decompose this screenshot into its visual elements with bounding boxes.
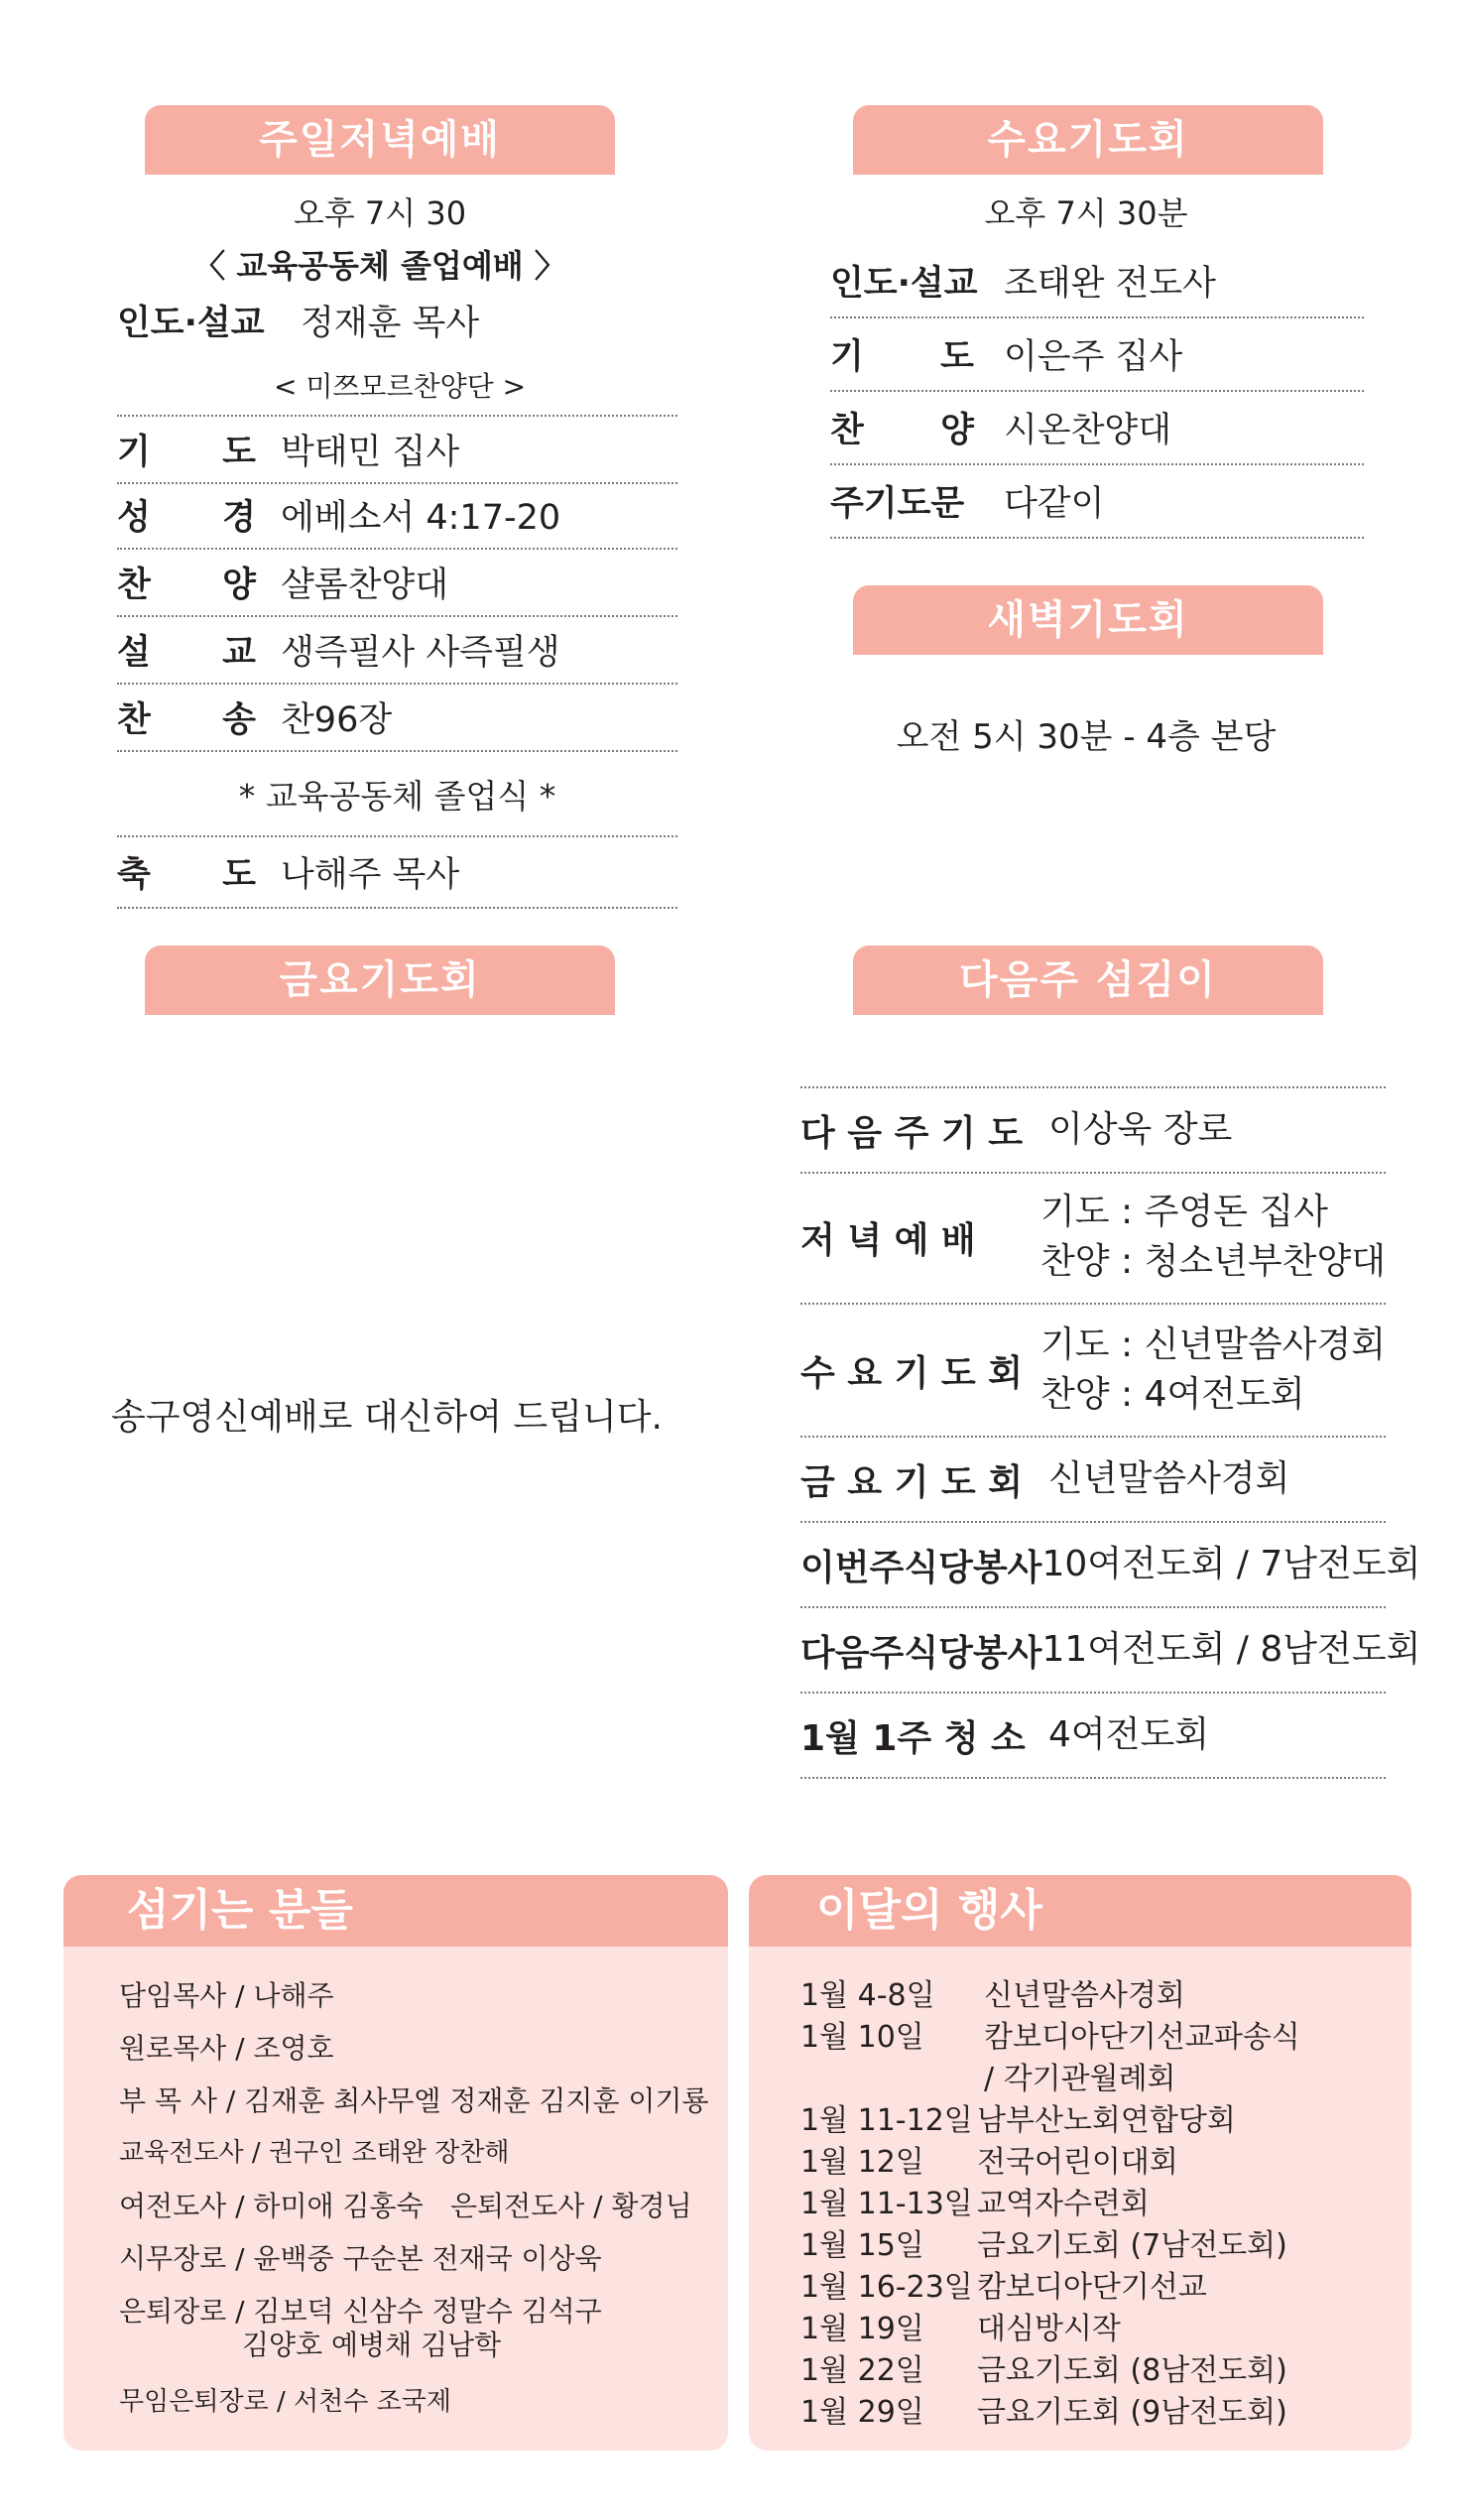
events-panel [749, 1875, 1411, 2451]
row-label: 설 교 [117, 633, 256, 673]
event-row [800, 2137, 1178, 2181]
row-label: 찬 양 [117, 566, 256, 605]
row-label: 주기도문 [830, 484, 965, 524]
wednesday-time: 오후 7시 30분 [984, 194, 1188, 232]
row-value: 나해주 목사 [281, 855, 460, 895]
servant-row: 여전도사 / 하미애 김홍숙 [119, 2190, 424, 2222]
wednesday-row [830, 318, 1364, 392]
row-label: 찬 양 [830, 411, 974, 450]
servant-row: 은퇴전도사 / 황경님 [450, 2190, 692, 2222]
event-date: 1월 11-12일 [800, 2103, 973, 2138]
servant-row: 김양호 예병채 김남학 [242, 2329, 502, 2361]
sunday-evening-subtitle: 〈 교육공동체 졸업예배 〉 [193, 247, 566, 285]
row-label: 기 도 [117, 433, 256, 472]
choir-note: < 미쯔모르찬양단 > [273, 370, 527, 403]
event-name: 금요기도회 (7남전도회) [977, 2228, 1287, 2263]
sunday-leader-row [117, 288, 672, 353]
event-name: 교역자수련회 [977, 2187, 1150, 2221]
event-name: 금요기도회 (8남전도회) [977, 2353, 1287, 2388]
wednesday-row [830, 465, 1364, 539]
row-value: 박태민 집사 [281, 433, 460, 472]
event-date: 1월 29일 [800, 2395, 924, 2430]
sunday-row [117, 415, 677, 484]
row-label: 성 경 [117, 498, 256, 538]
row-value: 이상욱 장로 [1048, 1109, 1233, 1150]
row-label: 이번주식당봉사 [800, 1547, 1042, 1588]
events-title: 이달의 행사 [749, 1875, 1411, 1947]
row-value [1040, 1321, 1386, 1420]
next-week-row [800, 1172, 1386, 1305]
event-name: 대심방시작 [977, 2312, 1121, 2346]
event-date: 1월 22일 [800, 2353, 924, 2388]
row-label: 수 요 기 도 회 [800, 1352, 1024, 1394]
row-value: 에베소서 4:17-20 [281, 498, 561, 538]
sunday-evening-time: 오후 7시 30 [293, 194, 467, 232]
event-name: 전국어린이대회 [977, 2145, 1178, 2180]
row-label: 축 도 [117, 855, 256, 895]
event-name: 신년말씀사경회 [984, 1978, 1185, 2013]
event-row [800, 2262, 1207, 2306]
event-date: 1월 11-13일 [800, 2187, 973, 2221]
event-row [800, 2220, 1287, 2264]
servant-row: 부 목 사 / 김재훈 최사무엘 정재훈 김지훈 이기룡 [119, 2084, 709, 2117]
event-row [800, 1970, 1185, 2014]
servant-row: 무임은퇴장로 / 서천수 조국제 [119, 2387, 451, 2417]
row-value: 이은주 집사 [1004, 337, 1183, 377]
event-name: 캄보디아단기선교 [977, 2270, 1207, 2305]
event-row [800, 2345, 1287, 2389]
next-week-row [800, 1305, 1386, 1438]
wednesday-row [830, 392, 1364, 465]
row-label: 저 녁 예 배 [800, 1219, 976, 1261]
event-date: 1월 4-8일 [800, 1978, 935, 2013]
event-row [800, 2012, 1300, 2056]
event-row [800, 2179, 1150, 2222]
friday-title: 금요기도회 [145, 945, 615, 1015]
event-name: / 각기관월례회 [984, 2062, 1176, 2096]
next-week-row [800, 1523, 1421, 1608]
event-row [800, 2387, 1287, 2431]
row-value: 4여전도회 [1048, 1714, 1210, 1755]
dawn-title: 새벽기도회 [853, 585, 1323, 655]
row-value: 시온찬양대 [1004, 411, 1172, 450]
event-row [800, 2054, 1176, 2097]
event-date: 1월 19일 [800, 2312, 924, 2346]
row-label: 다 음 주 기 도 [800, 1112, 1024, 1154]
servant-row: 담임목사 / 나해주 [119, 1979, 334, 2012]
sunday-row [117, 685, 677, 752]
row-label: 찬 송 [117, 700, 256, 740]
row-label: 인도·설교 [117, 304, 265, 343]
graduation-note-row [117, 752, 677, 837]
next-week-row [800, 1438, 1386, 1523]
row-label: 다음주식당봉사 [800, 1632, 1042, 1674]
event-row [800, 2304, 1121, 2347]
servant-row: 은퇴장로 / 김보덕 신삼수 정말수 김석구 [119, 2295, 602, 2328]
event-date: 1월 15일 [800, 2228, 924, 2263]
row-value: 생즉필사 사즉필생 [281, 633, 560, 673]
event-date: 1월 10일 [800, 2020, 924, 2055]
row-value: 11여전도회 / 8남전도회 [1041, 1629, 1421, 1670]
sunday-row [117, 617, 677, 685]
graduation-note: * 교육공동체 졸업식 * [238, 776, 556, 816]
sunday-row [117, 482, 677, 550]
event-row [800, 2095, 1236, 2139]
row-value: 다같이 [1004, 484, 1105, 524]
next-week-row [800, 1608, 1421, 1694]
sunday-evening-title: 주일저녁예배 [145, 105, 615, 175]
value-line: 기도 : 신년말씀사경회 [1040, 1324, 1386, 1365]
event-name: 캄보디아단기선교파송식 [984, 2020, 1300, 2055]
next-week-row [800, 1086, 1386, 1174]
next-week-row [800, 1694, 1386, 1779]
friday-text: 송구영신예배로 대신하여 드립니다. [111, 1397, 663, 1438]
wednesday-row [830, 245, 1364, 318]
value-line: 기도 : 주영돈 집사 [1040, 1192, 1328, 1232]
servant-row: 시무장로 / 윤백중 구순본 전재국 이상욱 [119, 2242, 602, 2275]
sunday-row [117, 550, 677, 617]
row-label: 기 도 [830, 337, 974, 377]
row-label: 금 요 기 도 회 [800, 1461, 1024, 1503]
dawn-text: 오전 5시 30분 - 4층 본당 [896, 717, 1277, 757]
wednesday-title: 수요기도회 [853, 105, 1323, 175]
row-value: 신년말씀사경회 [1048, 1458, 1290, 1499]
value-line: 찬양 : 4여전도회 [1040, 1374, 1305, 1415]
row-value: 샬롬찬양대 [281, 566, 449, 605]
next-week-title: 다음주 섬김이 [853, 945, 1323, 1015]
event-name: 남부산노회연합당회 [977, 2103, 1236, 2138]
row-label: 1월 1주 청 소 [800, 1717, 1026, 1759]
row-value: 10여전도회 / 7남전도회 [1041, 1544, 1421, 1584]
row-label: 인도·설교 [830, 264, 978, 304]
value-line: 찬양 : 청소년부찬양대 [1040, 1241, 1386, 1282]
benediction-row [117, 837, 677, 909]
row-value [1040, 1188, 1386, 1287]
row-value: 정재훈 목사 [301, 304, 480, 343]
servant-row: 원로목사 / 조영호 [119, 2032, 334, 2065]
servants-panel [63, 1875, 728, 2451]
event-date: 1월 16-23일 [800, 2270, 973, 2305]
row-value: 찬96장 [281, 700, 393, 740]
event-name: 금요기도회 (9남전도회) [977, 2395, 1287, 2430]
servant-row: 교육전도사 / 권구인 조태완 장찬해 [119, 2138, 510, 2168]
row-value: 조태완 전도사 [1004, 264, 1216, 304]
servants-title: 섬기는 분들 [63, 1875, 728, 1947]
event-date: 1월 12일 [800, 2145, 924, 2180]
